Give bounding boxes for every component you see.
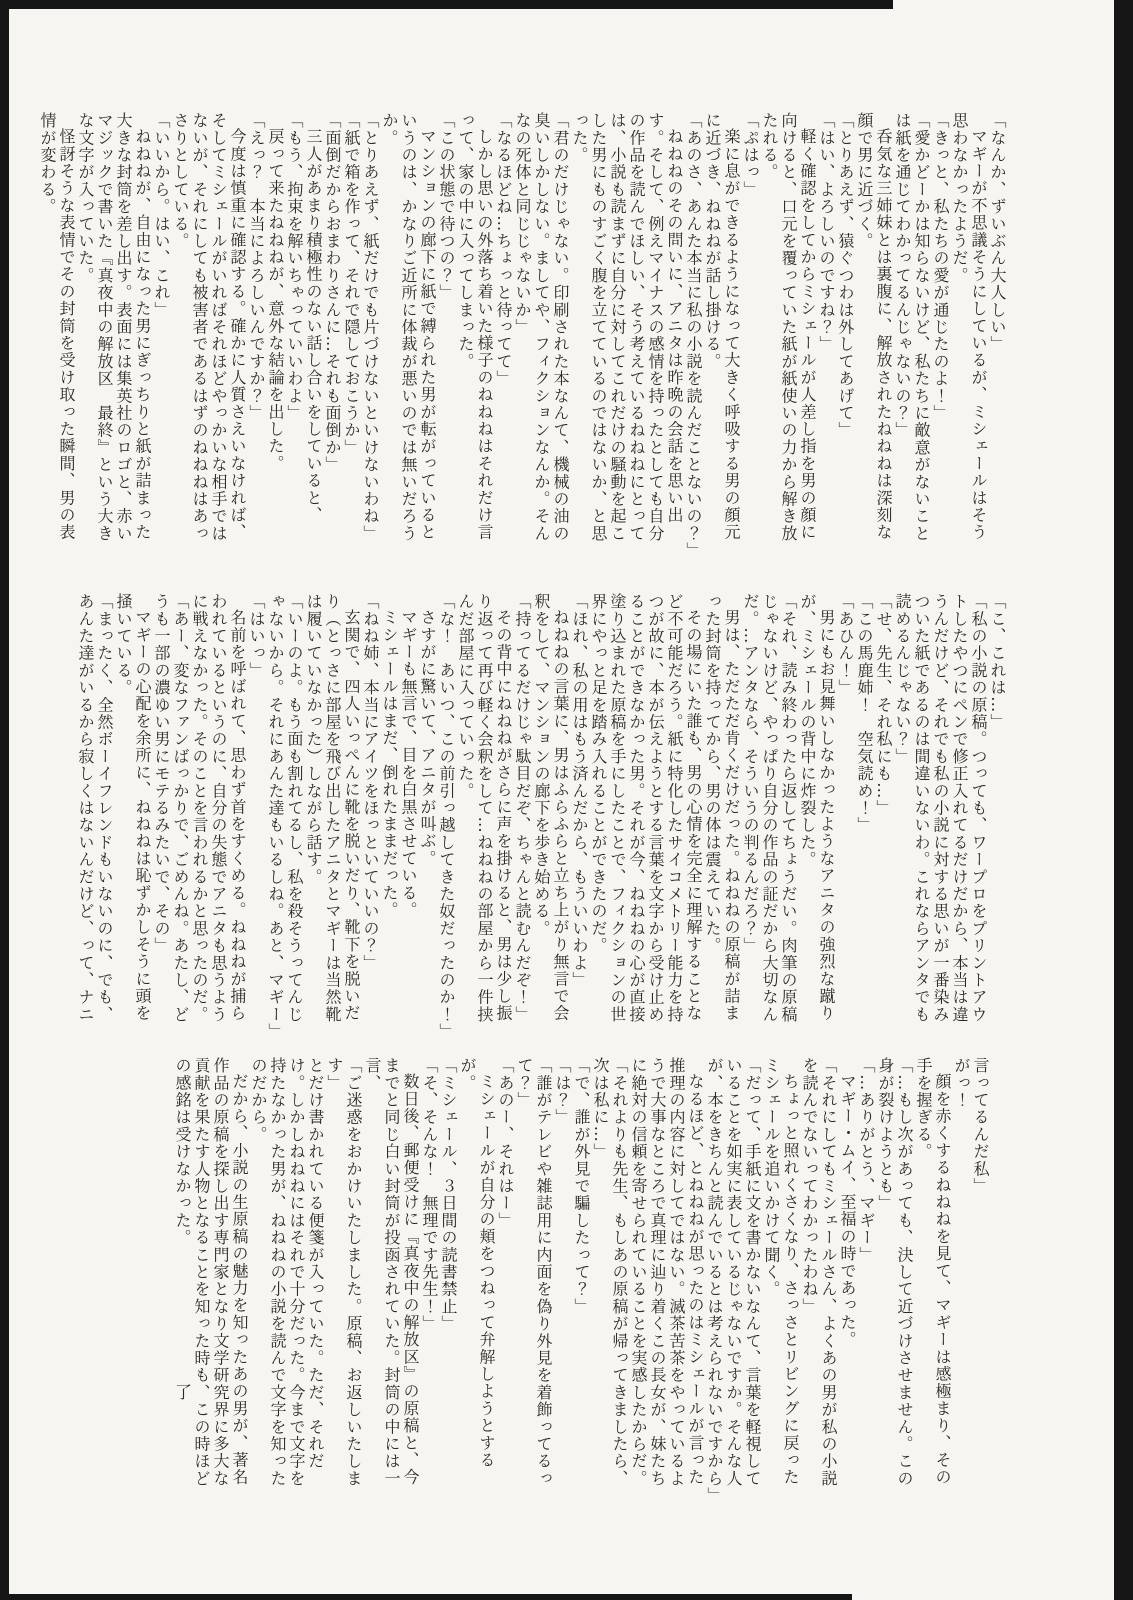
paragraph: さすがに驚いて、アニタが叫ぶ。	[418, 609, 437, 867]
paragraph: 今度は慎重に確認する。確かに人質さえいなければ、そしてミシェールがいればそれほどやっかいな相手ではないが、それにしても被害者であるはずのねねねはあっさりとしている。	[171, 112, 247, 542]
paragraph: 「きっと、私たちの愛が通じたのよ！」	[931, 112, 950, 422]
paragraph: 「な！ あいつ、この前引っ越してきた奴だったのか！」	[437, 593, 456, 1041]
paragraph: 「せ、先生、それ私にも…」	[874, 593, 893, 817]
paragraph: マンションの廊下に紙で縛られた男が転がっているというのは、かなりご近所に体裁が悪いのでは無いだろうか。	[380, 112, 437, 542]
paragraph: 「持ってるだけじゃ駄目だぞ、ちゃんと読むんだぞ！」	[513, 593, 532, 1023]
paragraph: ちょっと照れくさくなり、さっさとリビングに戻ったミシェールを追いかけて聞く。	[762, 1057, 800, 1486]
paragraph: 「愛かどーかは知らないけど、私たちに敵意がないことは紙を通じてわかってるんじゃないの？」	[893, 112, 931, 542]
paragraph: 「なんか、ずいぶん大人しい」	[988, 112, 1007, 353]
paragraph: 戻って来たねねねが、意外な結論を出した。	[266, 128, 285, 472]
paragraph: 「まったく、全然ボーイフレンドもいないのに、でも、あんた達がいるから寂しくはないんだけど、って、ナニ	[76, 593, 114, 1023]
paragraph: ミシェールが自分の頬をつねって弁解しようとするが。	[458, 1057, 496, 1469]
paragraph: 「あひん！」	[836, 593, 855, 697]
paragraph: マギー・ムイ、至福の時であった。	[838, 1073, 857, 1349]
paragraph: 「あー、変なファンばっかりで、ごめんね。あたし、どうも一部の濃ゆい男にモテるみたいで、その」	[152, 593, 190, 1023]
paragraph: 「…ありがとう、マギー」	[857, 1057, 876, 1264]
paragraph: 「ほれ、私の用はもう済んだから、もういいわよ」	[570, 593, 589, 989]
paragraph: 「こ、これは…」	[988, 593, 1007, 731]
page-edge-left	[0, 0, 9, 1600]
paragraph: 「ぷはっ」	[741, 112, 760, 198]
paragraph: 「私の小説の原稿。つっても、ワープロをプリントアウトしたやつにペンで修正入れてるだけだから、本当は違うんだけど、それでも私の小説に対する思いが一番染みついた紙であるのは間違いないわ。これならアンタでも読めるんじゃない？」	[893, 593, 988, 1023]
paragraph: 「は？」	[553, 1057, 572, 1126]
page-edge-top	[0, 0, 893, 9]
paragraph: 「それよりも先生、もしあの原稿が帰ってきましたら、次は私に…」	[591, 1057, 629, 1487]
paragraph: ねねねのその問いに、アニタは昨晩の会話を思い出す。そして、例えマイナスの感情を持ったとしても自分の作品を読んでほしい、そう考えているねねねにとっては、小説も読まずに自分に対してこれだけの騒動を起こした男にものすごく腹を立てているのではないか、と思った。	[570, 112, 684, 542]
paragraph: 「誰がテレビや雑誌用に内面を偽り外見を着飾ってるって？」	[515, 1057, 553, 1487]
page-edge-bottom	[0, 1594, 852, 1600]
paragraph: その場にいた誰も、男の心情を完全に理解することなど不可能だろう。紙に特化したサイコメトリー能力を持つが故に、本が伝えようとする言葉を文字から受け止めることができなかった男。それが今、ねねねの心が直接塗り込まれた原稿を手にしたことで、フィクションの世界にやっと足を踏み入れることができたのだ。	[589, 593, 703, 1023]
paragraph: マギーも無言で、目を白黒させている。	[399, 609, 418, 919]
paragraph: がっ！	[952, 1057, 971, 1109]
paragraph: 玄関で、四人いっぺんに靴を脱いだり、靴下を脱いだり（とっさに部屋を飛び出したアニタとマギーは当然靴は履いていなかった）しながら話す。	[304, 593, 361, 1023]
paragraph: 数日後、郵便受けに『真夜中の解放区』の原稿と、今までと同じ白い封筒が投函されていた。封筒の中には一言、	[363, 1057, 420, 1487]
paragraph: 「なるほどね…ちょっと待ってて」	[494, 112, 513, 388]
paragraph: 「ご迷惑をおかけいたしました。原稿、お返しいたします」	[325, 1057, 363, 1487]
text-band-3	[173, 1057, 990, 1505]
paragraph: 「君のだけじゃない。印刷された本なんて、機械の油の臭いしかしない。ましてや、フィクションなんか。そんなの死体と同じじゃないか」	[513, 112, 570, 542]
paragraph: 「いいから。はい、これ」	[152, 112, 171, 319]
paragraph: マギーが不思議そうにしているが、ミシェールはそう思わなかったようだ。	[950, 112, 988, 541]
paragraph: 顔を赤くするねねねを見て、マギーは感極まり、その手を握ぎる。	[914, 1057, 952, 1486]
paragraph: 「この状態で待つの？」	[437, 112, 456, 302]
paragraph: 怪訝そうな表情でその封筒を受け取った瞬間、男の表情が変わる。	[38, 112, 76, 541]
paragraph: 名前を呼ばれて、思わず首をすくめる。ねねねが捕らわれているというのに、自分の失態でアニタも思うように戦えなかった。そのことを言われるかと思ったのだ。	[190, 593, 247, 1023]
paragraph: 「で、誰が外見で騙したって？」	[572, 1057, 591, 1315]
paragraph: 「だって、手紙に文を書かないなんて、言葉を軽視していることを如実に表しているじゃないですか。そんな人が、本をきちんと読んでいるとは考えられないですから」	[705, 1057, 762, 1505]
page-edge-right	[1114, 0, 1133, 1600]
paragraph: 男は、ただただ肯くだけだった。ねねねの原稿が詰まった封筒を持ってから、男の体は震えていた。	[703, 593, 741, 1022]
paragraph: 「とりあえず、猿ぐつわは外してあげて」	[836, 112, 855, 439]
paragraph: 「それ、読み終わったら返してちょうだい。肉筆の原稿じゃないけど、やっぱり自分の作品の証だから大切なんだ。…アンタなら、そういうの判るんだろ？」	[741, 593, 798, 1023]
paragraph: なるほど、とねねねが思ったのはミシェールが言った推理の内容に対してではない。滅茶苦茶をやっているようで大事なところで真理に辿り着くこの長女が、妹たちに絶対の信頼を寄せられていることを実感したからだ。	[629, 1057, 705, 1487]
paragraph: 「あのさ、あんた本当に私の小説を読んだことないの？」	[684, 112, 703, 560]
paragraph: ミシェールはまだ、倒れたままだった。	[380, 609, 399, 919]
paragraph: 「面倒だからおまわりさんに…それも面倒か」	[323, 112, 342, 474]
paragraph: 言ってるんだ私」	[971, 1057, 990, 1195]
paragraph: 「…もし次があっても、決して近づけさせません。この身が裂けようとも」	[876, 1057, 914, 1487]
paragraph: ねねねの言葉に、男はふらふらと立ち上がり無言で会釈をして、マンションの廊下を歩き始める。	[532, 593, 570, 1022]
paragraph: 「ミシェール、３日間の読書禁止」	[439, 1057, 458, 1333]
paragraph: 「いーのよ。もう面も割れてるし、私を殺そうってんじゃないから。それにあんた達もいるしね。あと、マギー」	[266, 593, 304, 1041]
paragraph: とだけ書かれている便箋が入っていた。ただ、それだけ。しかしねねねにはそれで十分だった。今まで文字を持たなかった男が、ねねねの小説を読んで文字を知ったのだから。	[249, 1057, 325, 1487]
paragraph: だから、小説の生原稿の魅力を知ったあの男が、著名作品の原稿を探し出す専門家となり文学研究界に多大な貢献を果たす人物となることを知った時も、この時ほどの感銘は受けなかった。	[173, 1057, 249, 1487]
paragraph: 「この馬鹿姉！ 空気読め！」	[855, 593, 874, 834]
paragraph: 「ねね姉、本当にアイツをほっといていいの？」	[361, 593, 380, 972]
text-band-1	[38, 112, 1007, 560]
paragraph: 楽に息ができるようになって大きく呼吸する男の顔元に近づき、ねねねが話し掛ける。	[703, 112, 741, 541]
paragraph: 「はい、よろしいのですね？」	[817, 112, 836, 353]
paragraph: ねねねが、自由になった男にぎっちりと紙が詰まった大きな封筒を差し出す。表面には集英社のロゴと、赤いマジックで書いた『真夜中の解放区 最終』という大きな文字が入っていた。	[76, 112, 152, 542]
paragraph: その背中にねねねがさらに声を掛けると、男は少し振り返って再び軽く会釈をして…ねねねの部屋から一件挟んだ部屋に入っていった。	[456, 593, 513, 1023]
paragraph: 男にもお見舞いしなかったようなアニタの強烈な蹴りが、ミシェールの背中に炸裂した。	[798, 593, 836, 1022]
paragraph: 「とりあえず、紙だけでも片づけないといけないわね」	[361, 112, 380, 542]
paragraph: 「そ、そんな！ 無理です先生！」	[420, 1057, 439, 1333]
paragraph: マギーの心配を余所に、ねねねは恥ずかしそうに頭を掻いている。	[114, 593, 152, 1022]
paragraph: 「あのー、それはー」	[496, 1057, 515, 1229]
end-mark: 了	[171, 1383, 191, 1400]
paragraph: 軽く確認をしてからミシェールが人差し指を男の顔に向けると、口元を覆っていた紙が紙使いの力から解き放たれる。	[760, 112, 817, 542]
paragraph: 三人があまり積極性のない話し合いをしていると、	[304, 128, 323, 524]
text-band-2	[71, 593, 1007, 1041]
paragraph: しかし思いの外落ち着いた様子のねねねはそれだけ言って、家の中に入ってしまった。	[456, 112, 494, 541]
paragraph: 「もう、拘束を解いちゃっていいわよ」	[285, 112, 304, 422]
paragraph: 「紙で箱を作って、それで隠しておこうか」	[342, 112, 361, 456]
paragraph: 「はいっ」	[247, 593, 266, 679]
paragraph: 呑気な三姉妹とは裏腹に、解放されたねねねは深刻な顔で男に近づく。	[855, 112, 893, 541]
paragraph: 「それにしてもミシェールさん、よくあの男が私の小説を読んでないってわかったわね」	[800, 1057, 838, 1487]
paragraph: 「えっ？ 本当によろしいんですか？」	[247, 112, 266, 422]
